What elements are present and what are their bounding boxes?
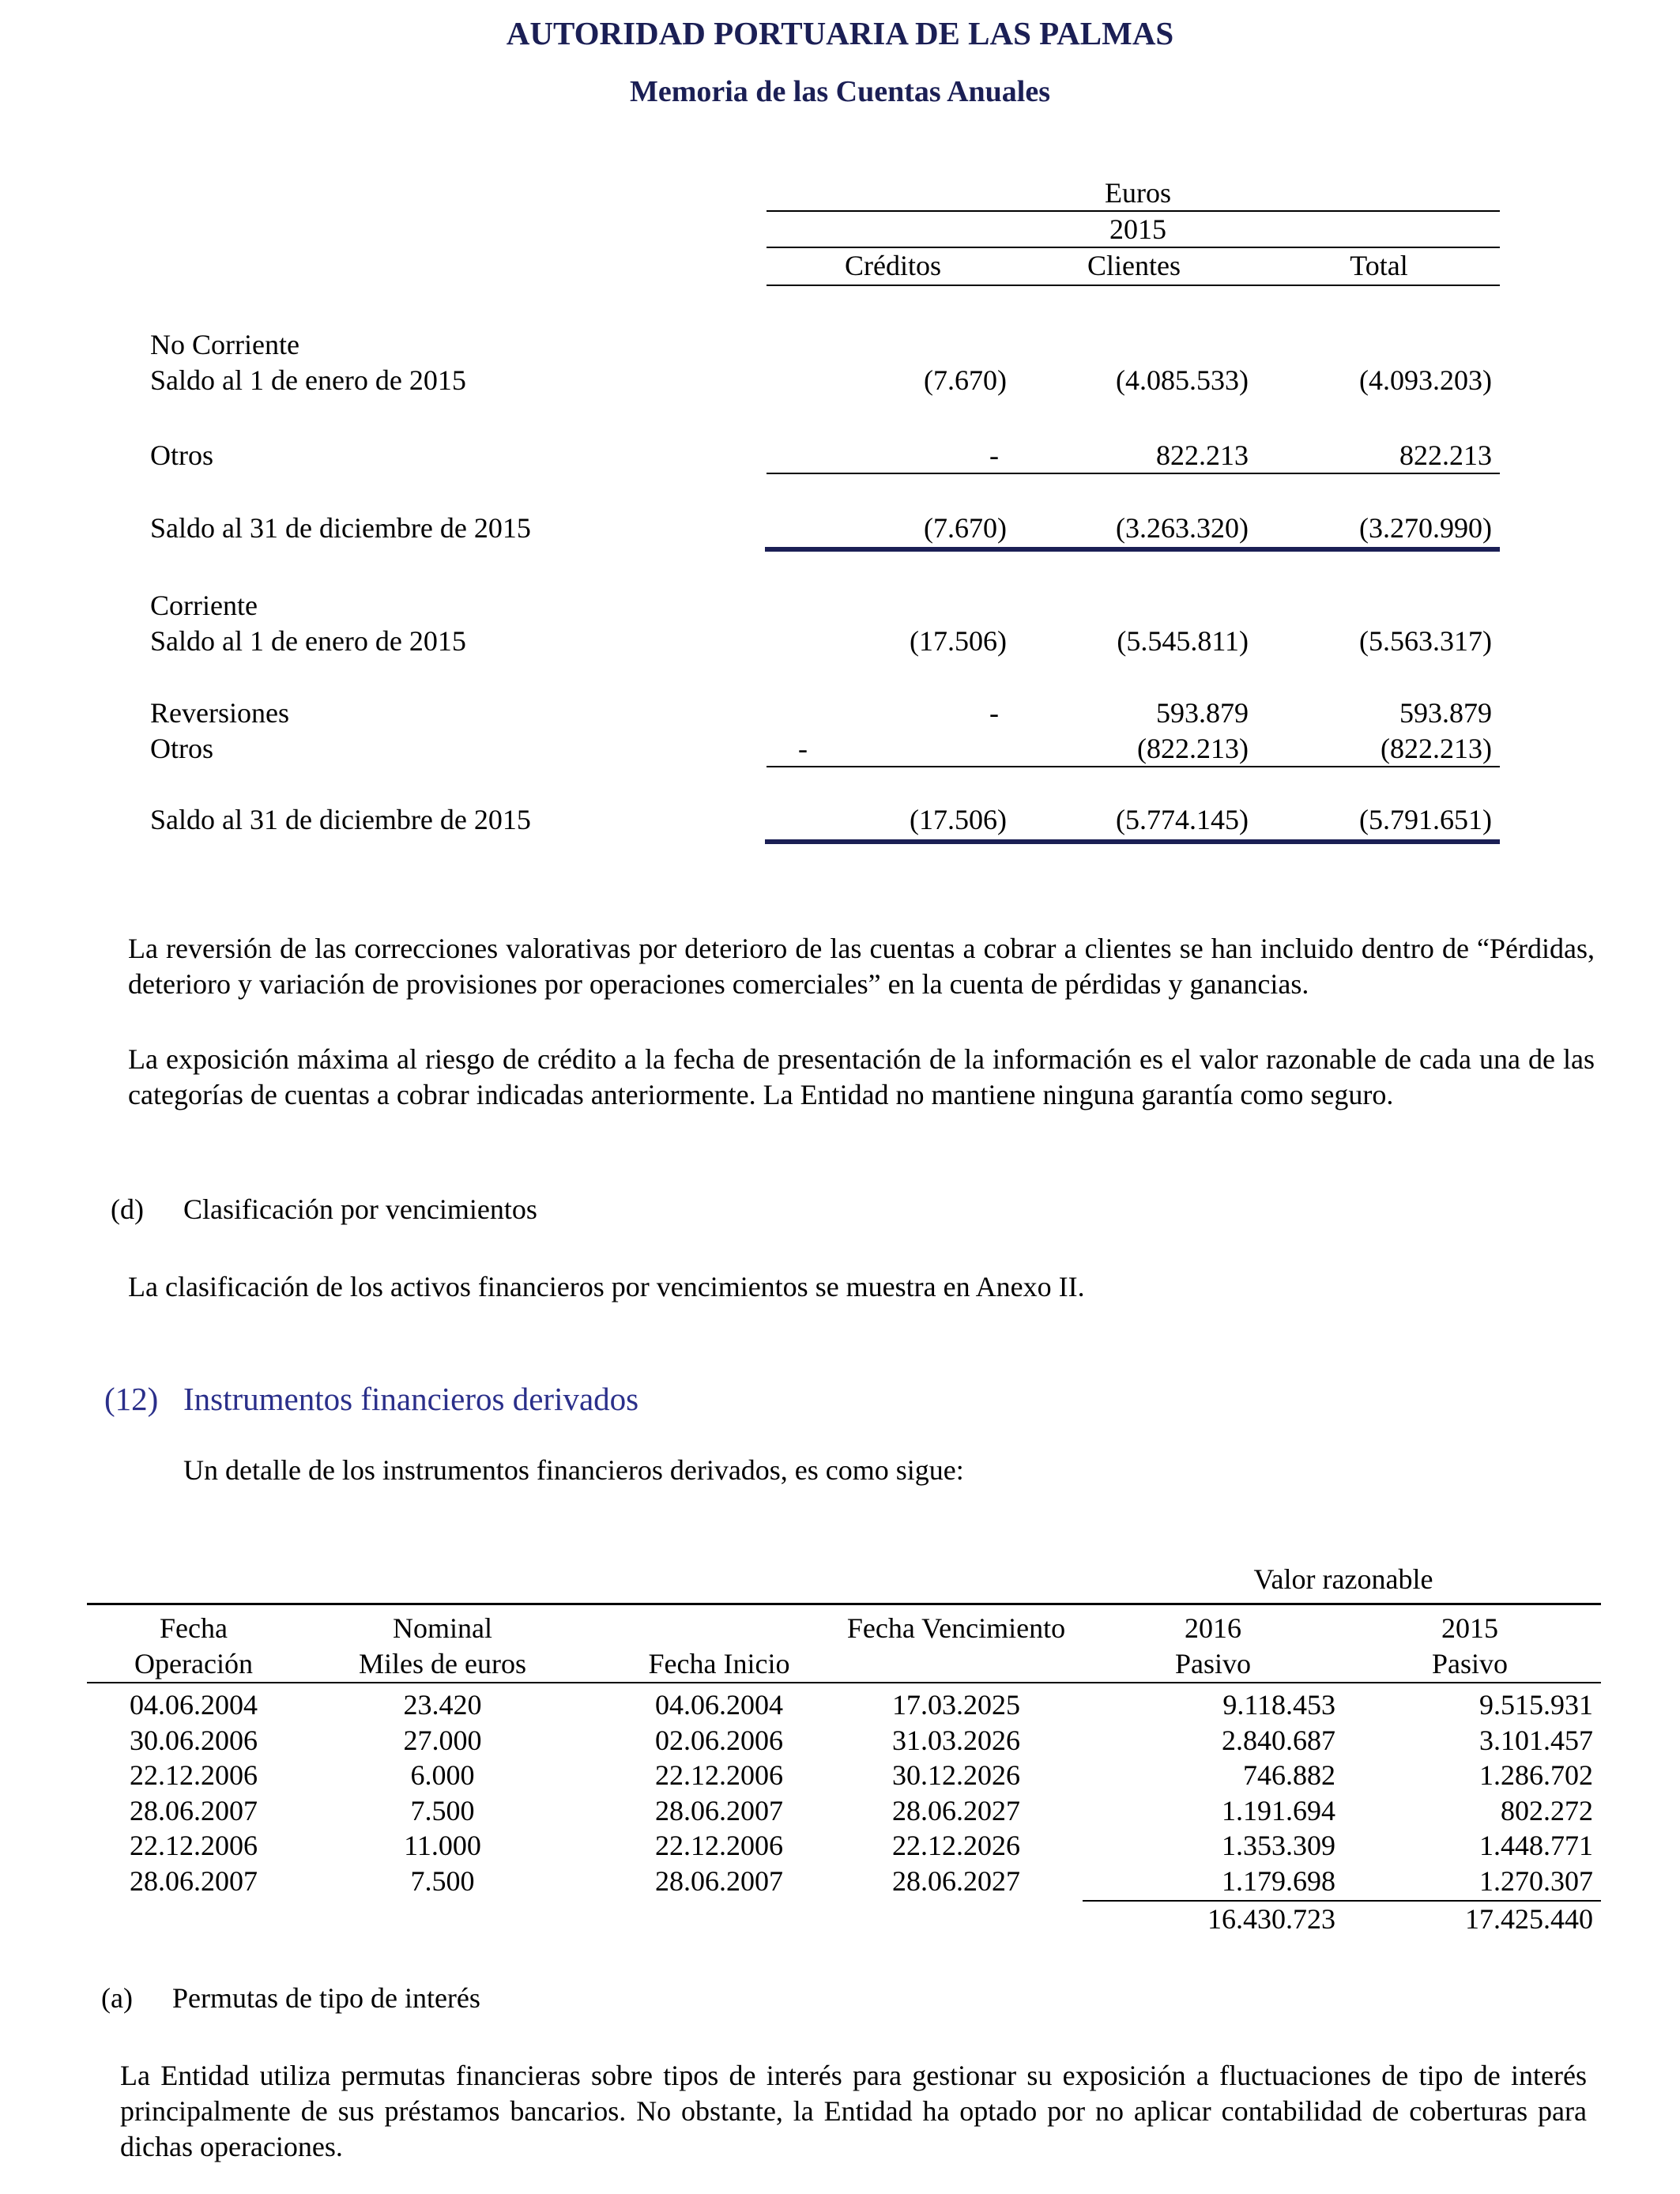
cell-creditos: - — [798, 733, 808, 764]
header-rule — [767, 210, 1500, 212]
header-rule — [767, 247, 1500, 248]
hdr-2016: 2016 — [1185, 1612, 1241, 1644]
cell-nominal: 23.420 — [403, 1689, 482, 1721]
cell-total: (5.791.651) — [1359, 804, 1492, 835]
section-corriente: Corriente — [150, 590, 258, 621]
hdr-2015-pasivo: Pasivo — [1431, 1648, 1508, 1679]
cell-fecha-vencimiento: 17.03.2025 — [892, 1689, 1020, 1721]
cell-fecha-operacion: 22.12.2006 — [130, 1759, 258, 1791]
subsection-d-label: (d) — [111, 1193, 144, 1225]
org-title: AUTORIDAD PORTUARIA DE LAS PALMAS — [506, 15, 1174, 51]
year-header: 2015 — [1109, 213, 1166, 245]
cell-2015-pasivo: 802.272 — [1501, 1795, 1593, 1826]
cell-clientes: (5.774.145) — [1116, 804, 1249, 835]
cell-fecha-operacion: 28.06.2007 — [130, 1795, 258, 1826]
section-no-corriente: No Corriente — [150, 329, 299, 360]
cell-2016-pasivo: 9.118.453 — [1222, 1689, 1335, 1721]
document-subtitle: Memoria de las Cuentas Anuales — [630, 75, 1050, 108]
row-label: Reversiones — [150, 697, 289, 729]
cell-clientes: 593.879 — [1156, 697, 1249, 729]
cell-2015-pasivo: 1.448.771 — [1479, 1830, 1593, 1861]
cell-fecha-operacion: 04.06.2004 — [130, 1689, 258, 1721]
cell-total: (4.093.203) — [1359, 364, 1492, 396]
cell-fecha-inicio: 28.06.2007 — [655, 1795, 783, 1826]
cell-clientes: (3.263.320) — [1116, 512, 1249, 544]
cell-2016-pasivo: 746.882 — [1243, 1759, 1335, 1791]
cell-fecha-vencimiento: 22.12.2026 — [892, 1830, 1020, 1861]
cell-nominal: 27.000 — [403, 1725, 482, 1756]
cell-nominal: 11.000 — [404, 1830, 481, 1861]
cell-nominal: 7.500 — [410, 1865, 475, 1897]
cell-2015-pasivo: 9.515.931 — [1479, 1689, 1593, 1721]
hdr-fecha-vencimiento: Fecha Vencimiento — [846, 1612, 1066, 1644]
cell-clientes: 822.213 — [1156, 439, 1249, 471]
cell-creditos: (17.506) — [910, 804, 1007, 835]
cell-creditos: - — [989, 439, 999, 471]
col-creditos: Créditos — [845, 250, 941, 281]
paragraph-detalle: Un detalle de los instrumentos financieros derivados, es como sigue: — [183, 1454, 964, 1486]
cell-fecha-operacion: 28.06.2007 — [130, 1865, 258, 1897]
col-clientes: Clientes — [1087, 250, 1181, 281]
cell-total: 822.213 — [1399, 439, 1492, 471]
total-rule — [765, 547, 1500, 552]
cell-2015-pasivo: 3.101.457 — [1479, 1725, 1593, 1756]
cell-total: (5.563.317) — [1359, 625, 1492, 657]
cell-fecha-vencimiento: 28.06.2027 — [892, 1795, 1020, 1826]
paragraph-exposicion: La exposición máxima al riesgo de crédito a la fecha de presentación de la información es el valor razonable de cada una de las categorías de cuentas a cobrar indicadas anteriormente. La Entidad no mantiene ninguna garantía como seguro. — [128, 1043, 1595, 1110]
paragraph-permutas: La Entidad utiliza permutas financieras sobre tipos de interés para gestionar su exposición a fluctuaciones de tipo de interés principalmente de sus préstamos bancarios. No obstante, la Entidad ha optado por no aplicar contabilidad de coberturas para dichas operaciones. — [120, 2060, 1587, 2162]
subsection-a-label: (a) — [101, 1982, 133, 2014]
row-label: Otros — [150, 439, 213, 471]
cell-fecha-inicio: 22.12.2006 — [655, 1759, 783, 1791]
cell-nominal: 7.500 — [410, 1795, 475, 1826]
cell-clientes: (822.213) — [1137, 733, 1249, 764]
header-rule — [767, 285, 1500, 286]
cell-creditos: (17.506) — [910, 625, 1007, 657]
cell-fecha-inicio: 04.06.2004 — [655, 1689, 783, 1721]
cell-2016-pasivo: 1.191.694 — [1222, 1795, 1335, 1826]
section-12-number: (12) — [104, 1381, 159, 1417]
cell-2015-pasivo: 1.286.702 — [1479, 1759, 1593, 1791]
hdr-fecha-inicio: Fecha Inicio — [648, 1648, 790, 1679]
cell-fecha-operacion: 22.12.2006 — [130, 1830, 258, 1861]
row-label: Otros — [150, 733, 213, 764]
cell-2016-pasivo: 1.353.309 — [1222, 1830, 1335, 1861]
row-label: Saldo al 1 de enero de 2015 — [150, 625, 466, 657]
section-12-title: Instrumentos financieros derivados — [183, 1381, 639, 1417]
cell-total: (3.270.990) — [1359, 512, 1492, 544]
col-total: Total — [1350, 250, 1408, 281]
hdr-nominal-2: Miles de euros — [359, 1648, 526, 1679]
hdr-2016-pasivo: Pasivo — [1174, 1648, 1251, 1679]
cell-creditos: (7.670) — [924, 512, 1007, 544]
subsection-d-title: Clasificación por vencimientos — [183, 1193, 537, 1225]
hdr-fecha-1: Fecha — [160, 1612, 228, 1644]
header-bottom-rule — [87, 1682, 1601, 1683]
cell-creditos: (7.670) — [924, 364, 1007, 396]
subtotal-rule — [767, 473, 1500, 474]
cell-2016-pasivo: 2.840.687 — [1222, 1725, 1335, 1756]
currency-header: Euros — [1105, 177, 1171, 209]
total-rule — [765, 839, 1500, 844]
paragraph-clasificacion: La clasificación de los activos financieros por vencimientos se muestra en Anexo II. — [128, 1271, 1085, 1302]
cell-fecha-operacion: 30.06.2006 — [130, 1725, 258, 1756]
cell-fecha-inicio: 02.06.2006 — [655, 1725, 783, 1756]
cell-clientes: (5.545.811) — [1117, 625, 1249, 657]
cell-total: 593.879 — [1399, 697, 1492, 729]
cell-fecha-vencimiento: 31.03.2026 — [892, 1725, 1020, 1756]
hdr-2015: 2015 — [1441, 1612, 1498, 1644]
row-label: Saldo al 31 de diciembre de 2015 — [150, 512, 531, 544]
row-label: Saldo al 31 de diciembre de 2015 — [150, 804, 531, 835]
cell-fecha-vencimiento: 30.12.2026 — [892, 1759, 1020, 1791]
subsection-a-title: Permutas de tipo de interés — [172, 1982, 480, 2014]
cell-fecha-inicio: 22.12.2006 — [655, 1830, 783, 1861]
subtotal-rule — [767, 766, 1500, 767]
hdr-fecha-2: Operación — [134, 1648, 253, 1679]
row-label: Saldo al 1 de enero de 2015 — [150, 364, 466, 396]
cell-fecha-vencimiento: 28.06.2027 — [892, 1865, 1020, 1897]
cell-fecha-inicio: 28.06.2007 — [655, 1865, 783, 1897]
totals-rule — [1083, 1900, 1601, 1902]
cell-2015-pasivo: 1.270.307 — [1479, 1865, 1593, 1897]
cell-nominal: 6.000 — [410, 1759, 475, 1791]
total-2015: 17.425.440 — [1465, 1903, 1593, 1935]
cell-clientes: (4.085.533) — [1116, 364, 1249, 396]
table-top-rule — [87, 1603, 1601, 1605]
total-2016: 16.430.723 — [1207, 1903, 1335, 1935]
paragraph-reversion: La reversión de las correcciones valorativas por deterioro de las cuentas a cobrar a clientes se han incluido dentro de “Pérdidas, deterioro y variación de provisiones por operaciones comerciales” en la cuenta de pérdidas y ganancias. — [128, 933, 1595, 1000]
cell-total: (822.213) — [1381, 733, 1492, 764]
cell-2016-pasivo: 1.179.698 — [1222, 1865, 1335, 1897]
hdr-nominal-1: Nominal — [393, 1612, 492, 1644]
cell-creditos: - — [989, 697, 999, 729]
valor-razonable-header: Valor razonable — [1253, 1563, 1433, 1595]
